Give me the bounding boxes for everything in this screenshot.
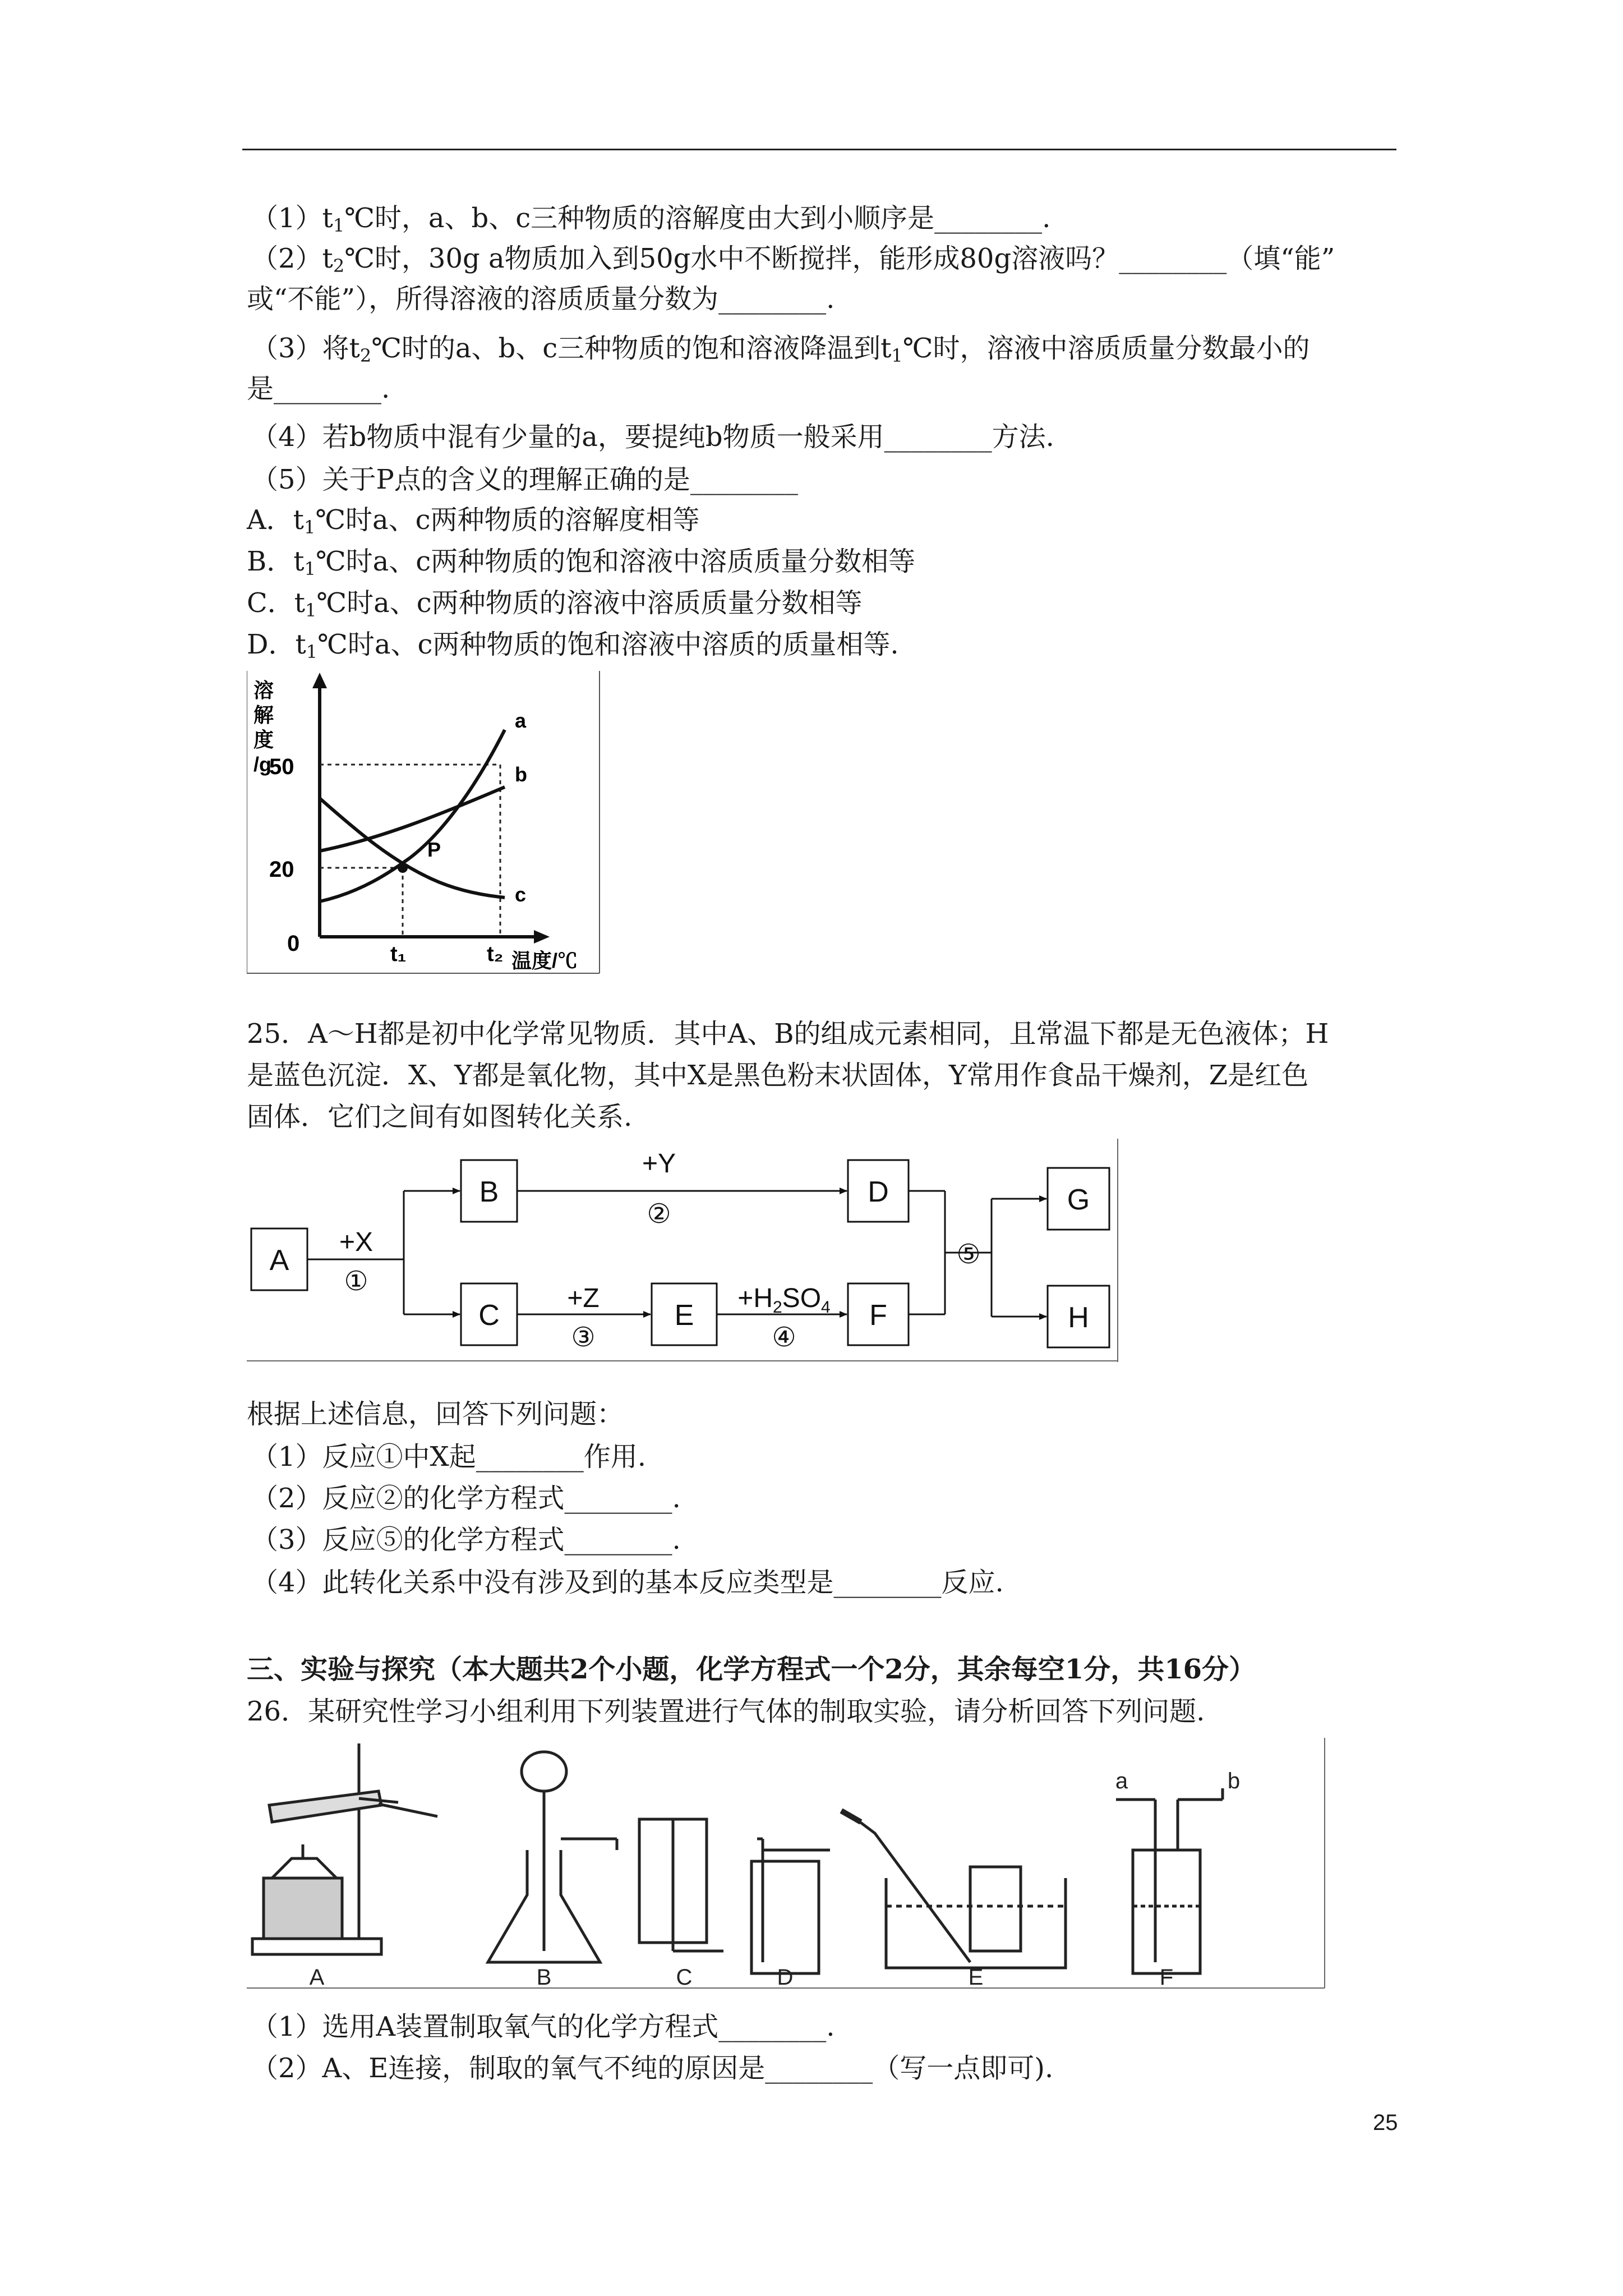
ylabel-char-4: /g: [253, 753, 271, 776]
q25-part4: （4）此转化关系中没有涉及到的基本反应类型是________反应.: [251, 1567, 1004, 1598]
curve-a: [320, 730, 505, 901]
apparatus-label-f: F: [1159, 1965, 1174, 1990]
page-number: 25: [1373, 2110, 1398, 2135]
tick-t1: t₁: [390, 942, 407, 966]
section-3-title: 三、实验与探究（本大题共2个小题，化学方程式一个2分，其余每空1分，共16分）: [247, 1654, 1256, 1685]
q25-line1: 25．A～H都是初中化学常见物质．其中A、B的组成元素相同，且常温下都是无色液体；H: [247, 1018, 1329, 1050]
tick-20: 20: [269, 857, 294, 882]
label-d-box: D: [868, 1176, 889, 1208]
apparatus-label-d: D: [777, 1965, 794, 1990]
ylabel-char-2: 解: [253, 703, 274, 726]
q25-part3: （3）反应⑤的化学方程式________.: [251, 1524, 681, 1556]
q25-line2: 是蓝色沉淀．X、Y都是氧化物，其中X是黑色粉末状固体，Y常用作食品干燥剂，Z是红色: [247, 1060, 1309, 1091]
label-c: c: [515, 883, 527, 906]
solubility-graph: [247, 670, 606, 976]
transformation-diagram: [247, 1139, 1122, 1363]
label-a: a: [515, 709, 527, 732]
step-4: ④: [772, 1323, 796, 1352]
apparatus-label-a: A: [309, 1965, 325, 1990]
q24-part5: （5）关于P点的含义的理解正确的是________: [251, 464, 798, 495]
step-1: ①: [344, 1267, 368, 1296]
header-rule: [242, 149, 1396, 150]
apparatus-label-b: B: [536, 1965, 552, 1990]
q25-intro: 根据上述信息，回答下列问题：: [247, 1398, 624, 1430]
q24-part2: $(2)t_2℃$时，30g a物质加入到50g水中不断搅拌，能形成80g溶液吗？________（填“能”: [251, 243, 1335, 277]
q25-line3: 固体．它们之间有如图转化关系.: [247, 1101, 633, 1133]
reagent-x: +X: [339, 1227, 374, 1257]
q24-option-b: B．$t_1℃$时a、c两种物质的饱和溶液中溶质质量分数相等: [247, 546, 916, 579]
y-axis-arrow: [312, 673, 327, 688]
q24-option-d: D．$t_1℃$时a、c两种物质的饱和溶液中溶质的质量相等.: [247, 629, 899, 662]
q25-part2: （2）反应②的化学方程式________.: [251, 1483, 681, 1514]
tick-50: 50: [269, 754, 294, 779]
label-f-box: F: [869, 1299, 887, 1332]
step-5: ⑤: [956, 1240, 981, 1269]
label-b-box: B: [479, 1176, 499, 1208]
q26-part1: （1）选用A装置制取氧气的化学方程式________.: [251, 2011, 835, 2042]
reagent-z: +Z: [567, 1283, 600, 1313]
q24-part3-cont: 是________.: [247, 373, 390, 404]
step-2: ②: [647, 1199, 671, 1229]
ylabel-char-1: 溶: [253, 679, 274, 702]
reagent-y: +Y: [642, 1149, 676, 1179]
apparatus-label-c: C: [676, 1965, 693, 1990]
tick-origin: 0: [287, 931, 300, 956]
label-h-box: H: [1068, 1301, 1089, 1334]
label-e-box: E: [674, 1299, 694, 1332]
q24-part3: （3）将$t_2℃$时的a、b、c三种物质的饱和溶液降温到$t_1℃$时，溶液中溶质质量分数最小的: [251, 333, 1310, 366]
q24-part1: $(1)t_1℃$时，a、b、c三种物质的溶解度由大到小顺序是________.: [251, 203, 1051, 236]
apparatus-c: [639, 1819, 723, 1951]
q24-option-a: A．$t_1℃$时a、c两种物质的溶解度相等: [247, 504, 700, 538]
q25-part1: （1）反应①中X起________作用.: [251, 1441, 646, 1473]
q26-stem: 26．某研究性学习小组利用下列装置进行气体的制取实验，请分析回答下列问题.: [247, 1696, 1205, 1727]
q24-part2-cont: 或“不能”），所得溶液的溶质质量分数为________.: [247, 283, 835, 315]
label-b: b: [515, 763, 527, 786]
q26-part2: （2）A、E连接，制取的氧气不纯的原因是________（写一点即可).: [251, 2053, 1054, 2084]
q24-option-c: C．$t_1℃$时a、c两种物质的溶液中溶质质量分数相等: [247, 587, 863, 621]
apparatus-port-b: b: [1227, 1769, 1241, 1793]
curve-c: [320, 798, 505, 898]
xlabel: 温度/℃: [511, 949, 578, 972]
x-axis-arrow: [534, 930, 550, 944]
label-g-box: G: [1067, 1184, 1090, 1216]
point-p: [398, 863, 408, 873]
q24-part4: （4）若b物质中混有少量的a，要提纯b物质一般采用________方法.: [251, 421, 1054, 453]
tick-t2: t₂: [487, 942, 504, 966]
label-a-box: A: [269, 1244, 289, 1277]
apparatus-figure: [247, 1738, 1329, 1996]
apparatus-a: [252, 1743, 437, 1954]
apparatus-label-e: E: [968, 1965, 984, 1990]
ylabel-char-3: 度: [253, 728, 274, 751]
label-p: P: [427, 838, 441, 861]
apparatus-e: [841, 1811, 1066, 1968]
apparatus-f: [1116, 1788, 1223, 1973]
curve-b: [320, 787, 505, 851]
label-c-box: C: [478, 1299, 500, 1332]
apparatus-d: [751, 1839, 830, 1973]
apparatus-b: [488, 1752, 617, 1962]
step-3: ③: [571, 1323, 596, 1352]
apparatus-port-a: a: [1115, 1769, 1128, 1793]
reagent-h2so4: $+H_2SO_4$: [737, 1283, 831, 1317]
